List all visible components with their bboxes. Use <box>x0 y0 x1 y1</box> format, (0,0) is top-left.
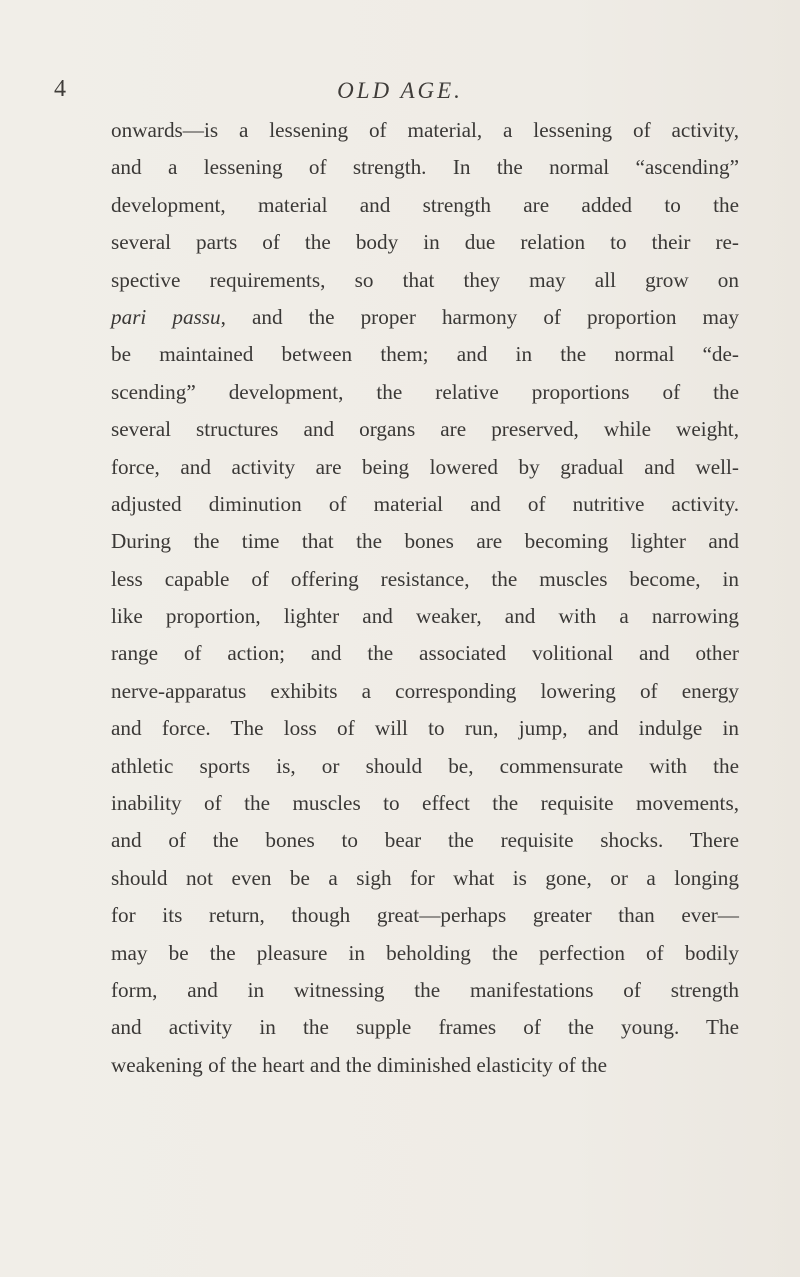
text-line-6 <box>111 299 739 336</box>
text-line-21: should not even be a sigh for what is gone, or a longing <box>111 865 739 890</box>
text-line-10: force, and activity are being lowered by gradual and well- <box>111 454 739 479</box>
text-line-17: and force. The loss of will to run, jump, and indulge in <box>111 716 739 741</box>
text-line-14: like proportion, lighter and weaker, and with a narrowing <box>111 604 739 629</box>
running-title: OLD AGE. <box>337 78 463 103</box>
page-header <box>0 74 800 110</box>
text-line-20: and of the bones to bear the requisite shocks. There <box>111 828 739 853</box>
text-line-24: form, and in witnessing the manifestations of strength <box>111 977 739 1002</box>
text-line-23: may be the pleasure in beholding the perfection of bodily <box>111 940 739 965</box>
text-line-5: spective requirements, so that they may all grow on <box>111 267 739 292</box>
text-line-12: During the time that the bones are becoming lighter and <box>111 529 739 554</box>
text-line-11: adjusted diminution of material and of nutritive activity. <box>111 491 739 516</box>
text-line-13: less capable of offering resistance, the muscles become, in <box>111 566 739 591</box>
text-line-3: development, material and strength are added to the <box>111 192 739 217</box>
text-line-9: several structures and organs are preserved, while weight, <box>111 417 739 442</box>
text-line-22: for its return, though great—perhaps greater than ever— <box>111 903 739 928</box>
text-line-6-rest: , and the proper harmony of proportion may <box>220 304 739 329</box>
text-line-16: nerve-apparatus exhibits a corresponding lowering of energy <box>111 678 739 703</box>
text-line-15: range of action; and the associated volitional and other <box>111 641 739 666</box>
italic-phrase: pari passu <box>111 304 221 329</box>
text-line-4: several parts of the body in due relation to their re- <box>111 230 739 255</box>
text-line-19: inability of the muscles to effect the requisite movements, <box>111 791 739 816</box>
text-line-7: be maintained between them; and in the normal “de- <box>111 342 739 367</box>
text-line-18: athletic sports is, or should be, commensurate with the <box>111 753 739 778</box>
body-text <box>111 112 739 1084</box>
text-line-25: and activity in the supple frames of the young. The <box>111 1015 739 1040</box>
text-line-2: and a lessening of strength. In the normal “ascending” <box>111 155 739 180</box>
text-line-26: weakening of the heart and the diminished elasticity of the <box>111 1052 607 1077</box>
text-line-1: onwards—is a lessening of material, a lessening of activity, <box>111 118 739 142</box>
text-line-8: scending” development, the relative proportions of the <box>111 379 739 404</box>
page-number: 4 <box>54 76 66 102</box>
